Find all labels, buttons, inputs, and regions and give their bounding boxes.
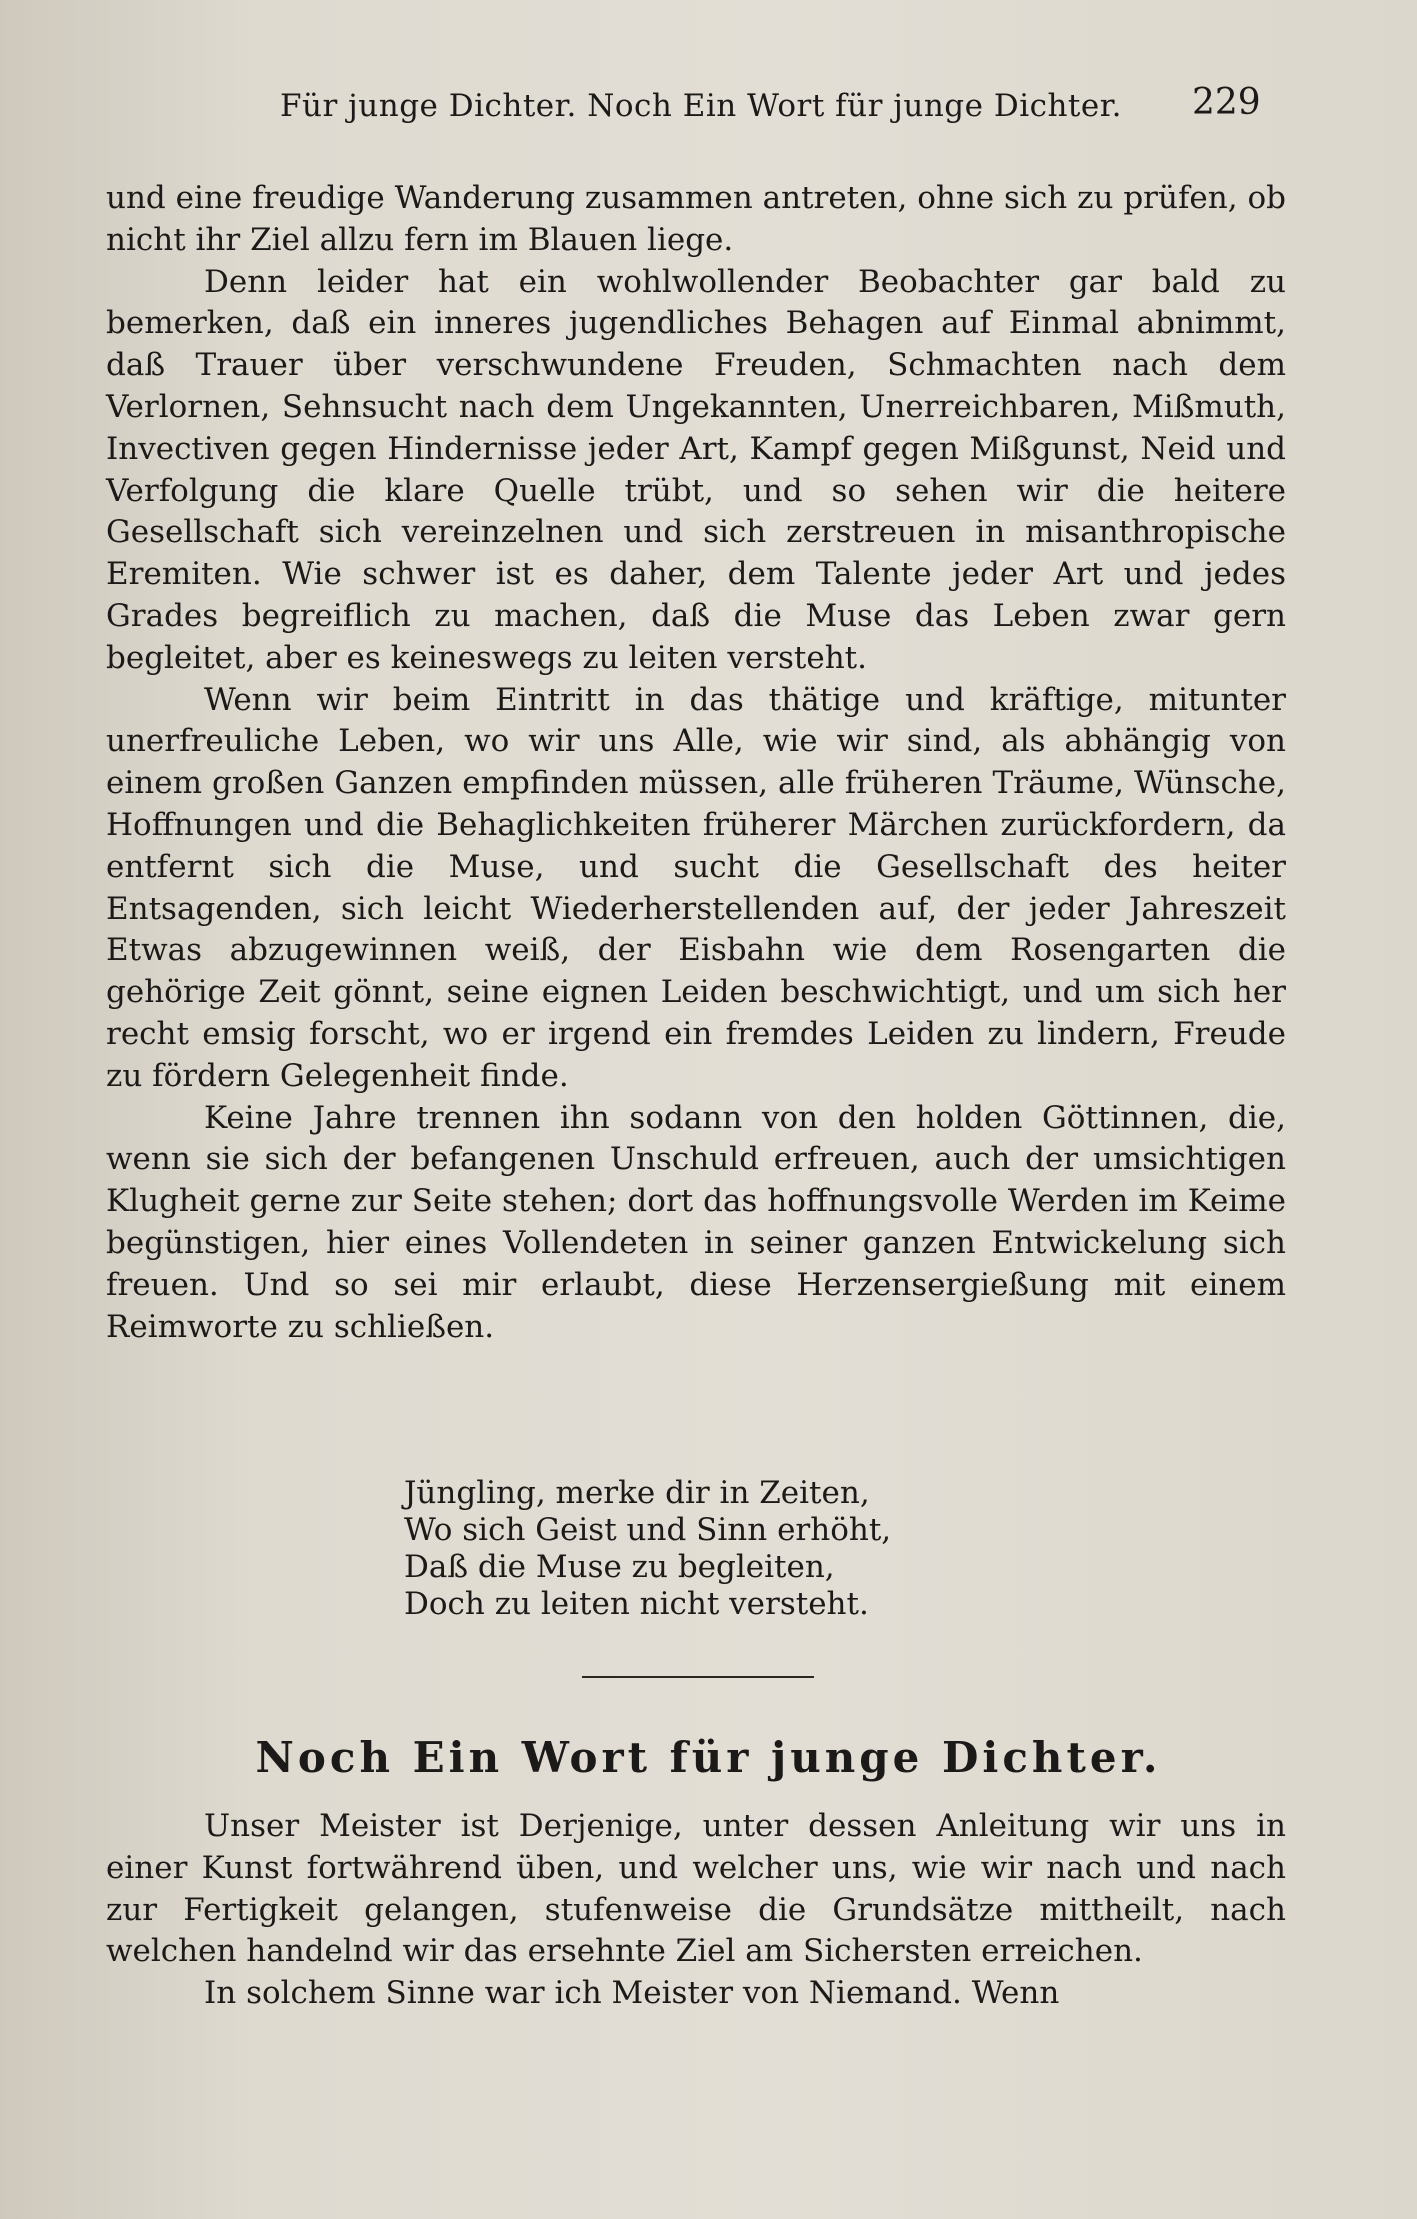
verse-line: Daß die Muse zu begleiten, xyxy=(404,1549,835,1585)
section-divider xyxy=(582,1676,814,1678)
paragraph: Keine Jahre trennen ihn sodann von den holden Göttinnen, die, wenn sie sich der befangenen Unschuld erfreuen, auch der umsichtigen Klugheit gerne zur Seite stehen; dort das hoffnungsvolle Werden im Keime begünstigen, hier eines Vollendeten in seiner ganzen Entwickelung sich freuen. Und so sei mir erlaubt, diese Herzensergießung mit einem Reimworte zu schließen. xyxy=(106,1099,1286,1345)
paragraph: Unser Meister ist Derjenige, unter dessen Anleitung wir uns in einer Kunst fortwährend üben, und welcher uns, wie wir nach und nach zur Fertigkeit gelangen, stufenweise die Grundsätze mittheilt, nach welchen handelnd wir das ersehnte Ziel am Sichersten erreichen. xyxy=(106,1808,1286,1970)
paragraph-continued: und eine freudige Wanderung zusammen antreten, ohne sich zu prüfen, ob nicht ihr Ziel allzu fern im Blauen liege. xyxy=(106,180,1286,258)
rhyme-verse xyxy=(404,1475,891,1623)
body-text xyxy=(106,178,1286,1348)
section-title: Noch Ein Wort für junge Dichter. xyxy=(255,1733,1162,1782)
paragraph: In solchem Sinne war ich Meister von Niemand. Wenn xyxy=(204,1975,1060,2012)
section-body-text xyxy=(106,1806,1286,2015)
paragraph: Wenn wir beim Eintritt in das thätige und kräftige, mitunter unerfreuliche Leben, wo wir uns Alle, wie wir sind, als abhängig von einem großen Ganzen empfinden müssen, alle früheren Träume, Wünsche, Hoffnungen und die Behaglichkeiten früherer Märchen zurückfordern, da entfernt sich die Muse, und sucht die Gesellschaft des heiter Entsagenden, sich leicht Wiederherstellenden auf, der jeder Jahreszeit Etwas abzugewinnen weiß, der Eisbahn wie dem Rosengarten die gehörige Zeit gönnt, seine eignen Leiden beschwichtigt, und um sich her recht emsig forscht, wo er irgend ein fremdes Leiden zu lindern, Freude zu fördern Gelegenheit finde. xyxy=(106,681,1286,1094)
page-number: 229 xyxy=(1192,82,1261,123)
paragraph: Denn leider hat ein wohlwollender Beobachter gar bald zu bemerken, daß ein inneres jugendliches Behagen auf Einmal abnimmt, daß Trauer über verschwundene Freuden, Schmachten nach dem Verlornen, Sehnsucht nach dem Ungekannten, Unerreichbaren, Mißmuth, Invectiven gegen Hindernisse jeder Art, Kampf gegen Mißgunst, Neid und Verfolgung die klare Quelle trübt, und so sehen wir die heitere Gesellschaft sich vereinzelnen und sich zerstreuen in misanthropische Eremiten. Wie schwer ist es daher, dem Talente jeder Art und jedes Grades begreiflich zu machen, daß die Muse das Leben zwar gern begleitet, aber es keineswegs zu leiten versteht. xyxy=(106,263,1286,676)
page-header xyxy=(0,82,1417,132)
running-head: Für junge Dichter. Noch Ein Wort für junge Dichter. xyxy=(280,88,1123,124)
verse-line: Wo sich Geist und Sinn erhöht, xyxy=(404,1512,892,1548)
verse-line: Doch zu leiten nicht versteht. xyxy=(404,1586,869,1622)
verse-line: Jüngling, merke dir in Zeiten, xyxy=(404,1475,870,1511)
